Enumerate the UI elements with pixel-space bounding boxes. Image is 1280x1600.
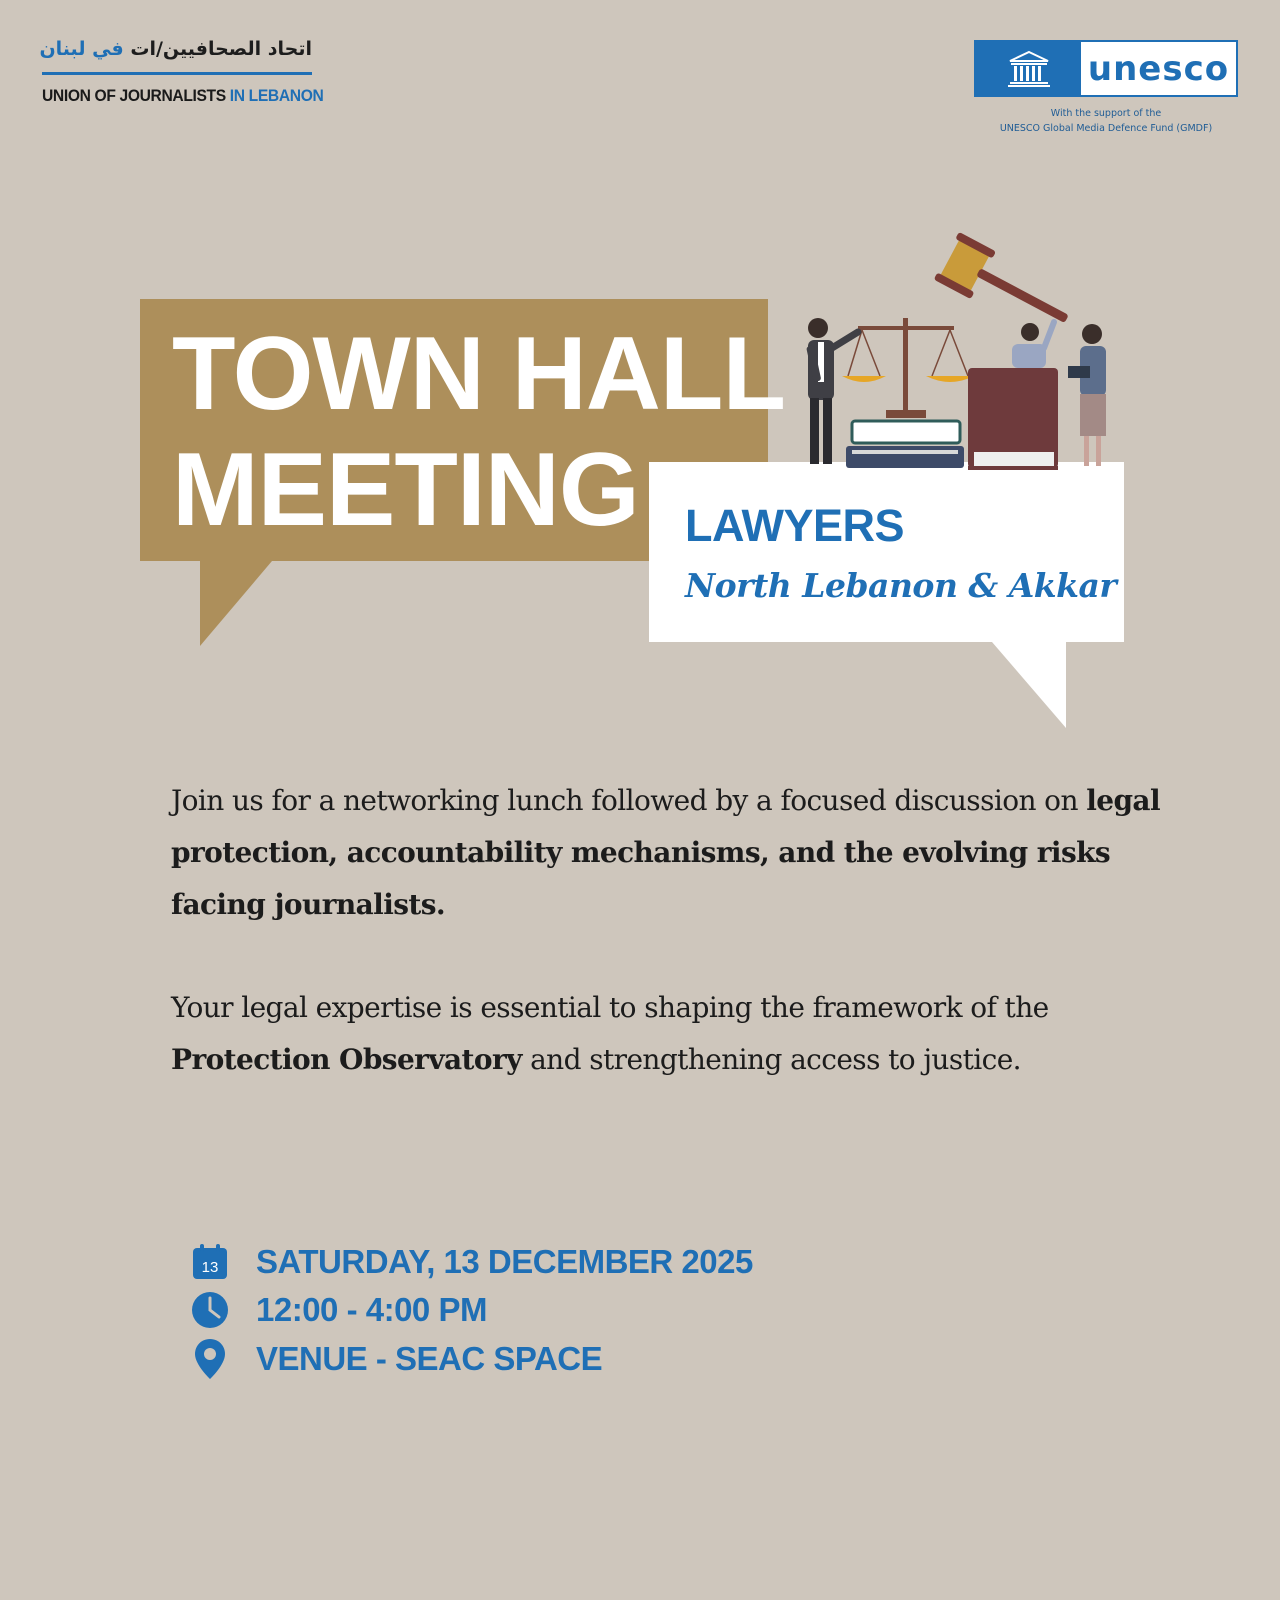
- white-bubble-tail: [992, 642, 1066, 728]
- gold-bubble-tail: [200, 561, 272, 646]
- white-speech-bubble: [649, 462, 1124, 642]
- title-line-1: TOWN HALL: [172, 316, 785, 432]
- event-venue-row: [190, 1337, 602, 1381]
- event-venue: VENUE - SEAC SPACE: [256, 1340, 603, 1377]
- support-line-1: With the support of the: [1050, 108, 1162, 119]
- lawyer-woman-figure: [1068, 324, 1106, 466]
- calendar-icon: [190, 1242, 230, 1282]
- union-english-main: UNION OF JOURNALISTS: [42, 86, 226, 105]
- union-arabic-main: اتحاد الصحافيين/ات: [130, 38, 312, 60]
- event-date: SATURDAY, 13 DECEMBER 2025: [256, 1243, 753, 1280]
- event-time-row: [190, 1288, 487, 1332]
- protection-observatory-text: Protection Observatory: [171, 1043, 522, 1076]
- big-book-icon: [968, 368, 1058, 470]
- expertise-closing-text: and strengthening access to justice.: [521, 1043, 1021, 1076]
- expertise-text: Your legal expertise is essential to shaping the framework of the: [171, 991, 1049, 1024]
- union-english-accent: IN LEBANON: [229, 86, 324, 105]
- unesco-wordmark: unesco: [1087, 48, 1230, 89]
- intro-text: Join us for a networking lunch followed by a focused discussion on: [171, 784, 1087, 817]
- lawyer-man-figure: [806, 318, 858, 464]
- region-label: North Lebanon & Akkar: [685, 566, 1117, 605]
- scales-of-justice-icon: [842, 318, 974, 418]
- intro-bold-text: legal protection, accountability mechanisms, and the evolving risks facing journalists.: [171, 784, 1160, 921]
- intro-paragraph: [171, 775, 1211, 931]
- books-icon: [846, 421, 964, 468]
- raised-hand-figure: [1012, 322, 1054, 368]
- event-time: 12:00 - 4:00 PM: [256, 1291, 487, 1328]
- audience-label: LAWYERS: [685, 500, 905, 551]
- calendar-day-number: 13: [201, 1259, 219, 1276]
- gavel-icon: [934, 232, 1079, 344]
- union-arabic-accent: في لبنان: [39, 38, 124, 60]
- support-line-2: UNESCO Global Media Defence Fund (GMDF): [999, 123, 1213, 134]
- legal-illustration: [806, 232, 1106, 470]
- event-date-row: [190, 1240, 753, 1284]
- title-line-2: MEETING: [172, 432, 639, 548]
- location-pin-icon: [190, 1339, 230, 1379]
- clock-icon: [190, 1290, 230, 1330]
- expertise-paragraph: [171, 982, 1211, 1086]
